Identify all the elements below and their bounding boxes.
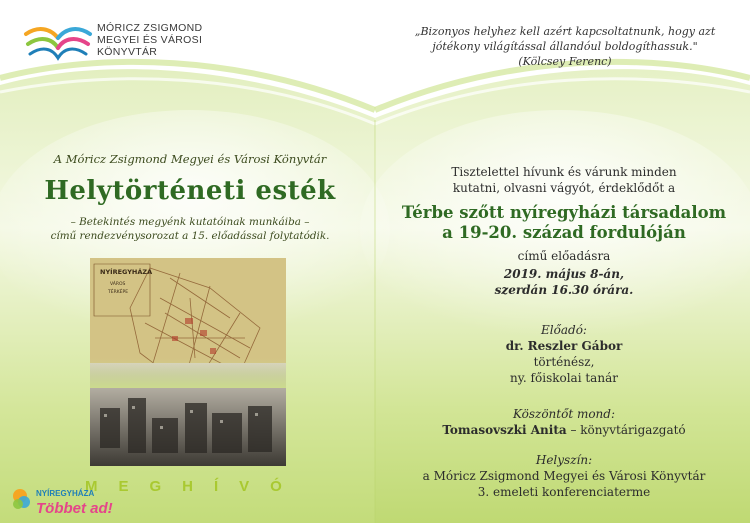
invitation-intro bbox=[398, 164, 730, 196]
quote-line-1: „Bizonyos helyhez kell azért kapcsoltatnunk, hogy azt bbox=[414, 25, 716, 38]
event-date: 2019. május 8-án, bbox=[503, 267, 625, 281]
speaker-label: Előadó: bbox=[541, 323, 587, 337]
kolcsey-quote bbox=[400, 24, 730, 69]
library-logo-text bbox=[97, 22, 202, 58]
logo-line-3: KÖNYVTÁR bbox=[97, 46, 158, 58]
intro-line-1: Tisztelettel hívunk és várunk minden bbox=[451, 165, 677, 179]
event-time: szerdán 16.30 órára. bbox=[494, 283, 634, 297]
greeting-name: Tomasovszki Anita bbox=[442, 423, 567, 437]
city-logo-slogan: Többet ad! bbox=[36, 500, 113, 517]
event-series-subtitle bbox=[30, 215, 350, 243]
speaker-name: dr. Reszler Gábor bbox=[505, 339, 623, 353]
venue-label: Helyszín: bbox=[535, 453, 593, 467]
greeting-block bbox=[398, 406, 730, 438]
greeting-line bbox=[398, 422, 730, 438]
speaker-role-1: történész, bbox=[533, 355, 595, 369]
quote-author: (Kölcsey Ferenc) bbox=[518, 55, 612, 68]
invitation-heading: MEGHÍVÓ bbox=[85, 478, 303, 495]
logo-line-1: MÓRICZ ZSIGMOND bbox=[97, 22, 203, 34]
map-sub-2: TÉRKÉPE bbox=[108, 290, 129, 295]
organizer: A Móricz Zsigmond Megyei és Városi Könyvtár bbox=[53, 152, 327, 166]
greeting-role: – könyvtárigazgató bbox=[566, 423, 686, 437]
venue-line-2: 3. emeleti konferenciaterme bbox=[477, 485, 651, 499]
subtitle-line-2: című rendezvénysorozat a 15. előadással folytatódik. bbox=[50, 230, 330, 242]
historic-city-map-image bbox=[90, 258, 286, 466]
speaker-role-2: ny. főiskolai tanár bbox=[510, 371, 618, 385]
lecture-title-line-2: a 19-20. század fordulóján bbox=[442, 223, 686, 242]
intro-line-2: kutatni, olvasni vágyót, érdeklődőt a bbox=[452, 181, 676, 195]
logo-line-2: MEGYEI ÉS VÁROSI bbox=[97, 34, 203, 46]
speaker-block bbox=[398, 322, 730, 386]
nyiregyhaza-tobbet-ad-logo bbox=[10, 480, 140, 518]
map-heading: NYÍREGYHÁZA bbox=[100, 268, 153, 276]
event-datetime bbox=[398, 266, 730, 298]
event-series-title: Helytörténeti esték bbox=[44, 176, 336, 206]
map-sub-1: VÁROS bbox=[110, 282, 126, 287]
quote-line-2: jótékony világítással állandóul boldogíthassuk." bbox=[432, 40, 698, 53]
city-logo-top-text: NYÍREGYHÁZA bbox=[36, 489, 95, 498]
lecture-title-line-1: Térbe szőtt nyíregyházi társadalom bbox=[401, 203, 727, 222]
lecture-title bbox=[398, 203, 730, 243]
subtitle-line-1: – Betekintés megyénk kutatóinak munkáiba – bbox=[70, 216, 310, 228]
greeting-label: Köszöntőt mond: bbox=[512, 407, 616, 421]
venue-block bbox=[398, 452, 730, 500]
lecture-label: című előadásra bbox=[517, 249, 611, 263]
venue-line-1: a Móricz Zsigmond Megyei és Városi Könyvtár bbox=[422, 469, 706, 483]
